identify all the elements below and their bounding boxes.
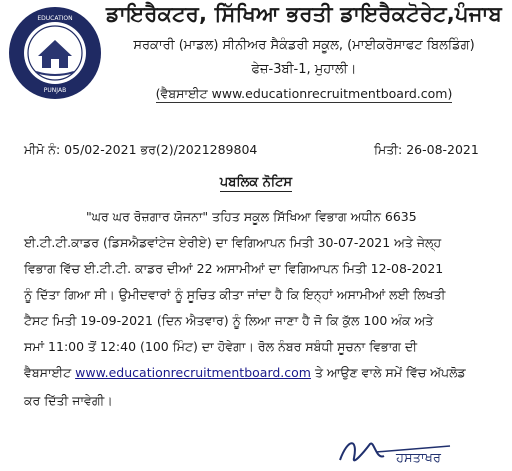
notice-line-4: ਨੂੰ ਦਿੱਤਾ ਗਿਆ ਸੀ। ਉਮੀਦਵਾਰਾਂ ਨੂੰ ਸੂਚਿਤ ਕੀਤਾ ਜਾਂਦਾ ਹੈ ਕਿ ਇਨ੍ਹਾਂ ਅਸਾਮੀਆਂ ਲਈ ਲਿਖਤੀ [24, 287, 446, 302]
notice-line-1: "ਘਰ ਘਰ ਰੋਜ਼ਗਾਰ ਯੋਜਨਾ" ਤਹਿਤ ਸਕੂਲ ਸਿੱਖਿਆ ਵਿਭਾਗ ਅਧੀਨ 6635 [86, 209, 417, 224]
website-label: ਵੈਬਸਾਈਟ [160, 86, 208, 101]
svg-text:EDUCATION: EDUCATION [37, 15, 73, 22]
memo-number: ਮੀਮੋ ਨੰ: 05/02-2021 ਭਰ(2)/2021289804 [24, 142, 258, 157]
svg-text:PUNJAB: PUNJAB [43, 87, 67, 94]
notice-line-2: ਈ.ਟੀ.ਟੀ.ਕਾਡਰ (ਡਿਸਐਡਵਾਂਟੇਜ ਏਰੀਏ) ਦਾ ਵਿਗਿਆਪਨ ਮਿਤੀ 30-07-2021 ਅਤੇ ਜੇਲ੍ਹ [24, 235, 442, 250]
office-subtitle: ਸਰਕਾਰੀ (ਮਾਡਲ) ਸੀਨੀਅਰ ਸੈਕੰਡਰੀ ਸਕੂਲ, (ਮਾਈਕਰੋਸਾਫਟ ਬਿਲਡਿੰਗ) [133, 38, 475, 53]
signature [330, 430, 480, 470]
notice-line-8: ਕਰ ਦਿੱਤੀ ਜਾਵੇਗੀ। [24, 393, 113, 408]
department-logo [6, 4, 104, 102]
header-website: (ਵੈਬਸਾਈਟ www.educationrecruitmentboard.com) [155, 86, 453, 101]
notice-line-5: ਟੈਸਟ ਮਿਤੀ 19-09-2021 (ਦਿਨ ਐਤਵਾਰ) ਨੂੰ ਲਿਆ ਜਾਣਾ ਹੈ ਜੋ ਕਿ ਕੁੱਲ 100 ਅੰਕ ਅਤੇ [24, 313, 434, 328]
memo-date: ਮਿਤੀ: 26-08-2021 [374, 142, 479, 157]
notice-line-7: ਵੈਬਸਾਈਟ www.educationrecruitmentboard.com ਤੇ ਆਉਣ ਵਾਲੇ ਸਮੇਂ ਵਿੱਚ ਅੱਪਲੋਡ [24, 365, 466, 380]
svg-text:ਹਸਤਾਖਰ: ਹਸਤਾਖਰ [396, 451, 441, 466]
office-address: ਫੇਜ਼-3ਬੀ-1, ਮੁਹਾਲੀ। [251, 62, 357, 77]
department-title: ਡਾਇਰੈਕਟਰ, ਸਿੱਖਿਆ ਭਰਤੀ ਡਾਇਰੈਕਟੋਰੇਟ,ਪੰਜਾਬ [106, 2, 502, 26]
website-url[interactable]: www.educationrecruitmentboard.com [211, 86, 448, 101]
notice-title: ਪਬਲਿਕ ਨੋਟਿਸ [219, 175, 293, 190]
notice-line-6: ਸਮਾਂ 11:00 ਤੋਂ 12:40 (100 ਮਿੰਟ) ਦਾ ਹੋਵੇਗਾ। ਰੋਲ ਨੰਬਰ ਸਬੰਧੀ ਸੂਚਨਾ ਵਿਭਾਗ ਦੀ [24, 339, 418, 354]
notice-line-3: ਵਿਭਾਗ ਵਿੱਚ ਈ.ਟੀ.ਟੀ. ਕਾਡਰ ਦੀਆਂ 22 ਅਸਾਮੀਆਂ ਦਾ ਵਿਗਿਆਪਨ ਮਿਤੀ 12-08-2021 [24, 261, 444, 276]
notice-website-link[interactable]: www.educationrecruitmentboard.com [75, 365, 311, 380]
